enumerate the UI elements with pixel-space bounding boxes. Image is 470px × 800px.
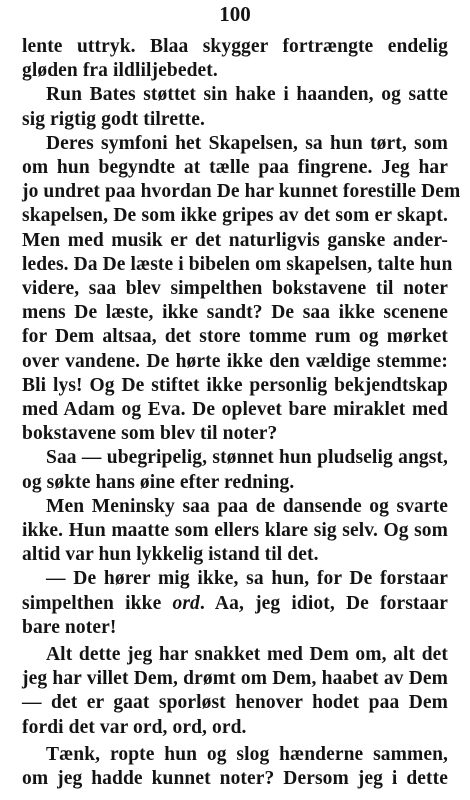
body-text [22,35,461,791]
paragraph-8 [22,743,448,791]
text-line: og søkte hans øine efter redning. [22,471,295,493]
text-line: bare noter! [22,616,117,638]
paragraph-3 [22,132,461,447]
text-line: Men med musik er det naturligvis ganske ander- [22,229,448,251]
text-line: — det er gaat sporløst henover hodet paa Dem [22,692,448,714]
text-line: sig rigtig godt tilrette. [22,108,206,130]
text-line: Run Bates støttet sin hake i haanden, og satte [46,84,448,106]
text-line: om hun begyndte at tælle paa fingrene. Jeg har [22,157,448,179]
text-line: mens De læste, ikke sandt? De saa ikke scenene [22,302,448,324]
text-line: videre, saa blev simpelthen bokstavene til noter [22,278,448,300]
text-line: jeg har villet Dem, drømt om Dem, haabet av Dem [22,668,448,690]
paragraph-2 [22,83,448,131]
text-line: for Dem altsaa, det store tomme rum og mørket [22,326,448,348]
paragraph-1 [22,35,448,83]
text-line: jo undret paa hvordan De har kunnet forestille Dem [22,181,461,203]
text-line: Alt dette jeg har snakket med Dem om, alt det [46,644,448,666]
paragraph-5 [22,495,448,568]
text-line: med Adam og Eva. De oplevet bare miraklet med [22,399,448,421]
text-line: fordi det var ord, ord, ord. [22,716,247,738]
text-line: lente uttryk. Blaa skygger fortrængte endelig [22,36,448,57]
text-line: Saa — ubegripelig, stønnet hun pludselig angst, [46,447,448,469]
emphasized-word: ord [172,592,200,614]
text-segment: simpelthen ikke [22,592,173,614]
text-line: altid var hun lykkelig istand til det. [22,544,319,566]
text-line: Men Meninsky saa paa de dansende og svarte [46,495,448,517]
text-line: Deres symfoni het Skapelsen, sa hun tørt, som [46,132,448,154]
text-line: ikke. Hun maatte som ellers klare sig selv. Og som [22,520,448,542]
text-line: gløden fra ildliljebedet. [22,60,218,82]
text-line: skapelsen, De som ikke gripes av det som er skapt. [22,205,448,227]
text-line: Tænk, ropte hun og slog hænderne sammen, [46,743,448,765]
paragraph-4 [22,446,448,494]
text-line: — De hører mig ikke, sa hun, for De forstaar [46,568,448,590]
text-line: bokstavene som blev til noter? [22,423,278,445]
text-line: om jeg hadde kunnet noter? Dersom jeg i dette [22,768,448,790]
text-line: Bli lys! Og De stiftet ikke personlig bekjendtskap [22,374,448,396]
paragraph-7 [22,643,448,740]
text-line-with-emphasis [22,592,448,616]
paragraph-6 [22,567,448,640]
text-segment: . Aa, jeg idiot, De forstaar [199,592,448,614]
page-number: 100 [219,2,251,26]
text-line: over vandene. De hørte ikke den vældige stemme: [22,350,448,372]
text-line: ledes. Da De læste i bibelen om skapelsen, talte hun [22,253,453,275]
